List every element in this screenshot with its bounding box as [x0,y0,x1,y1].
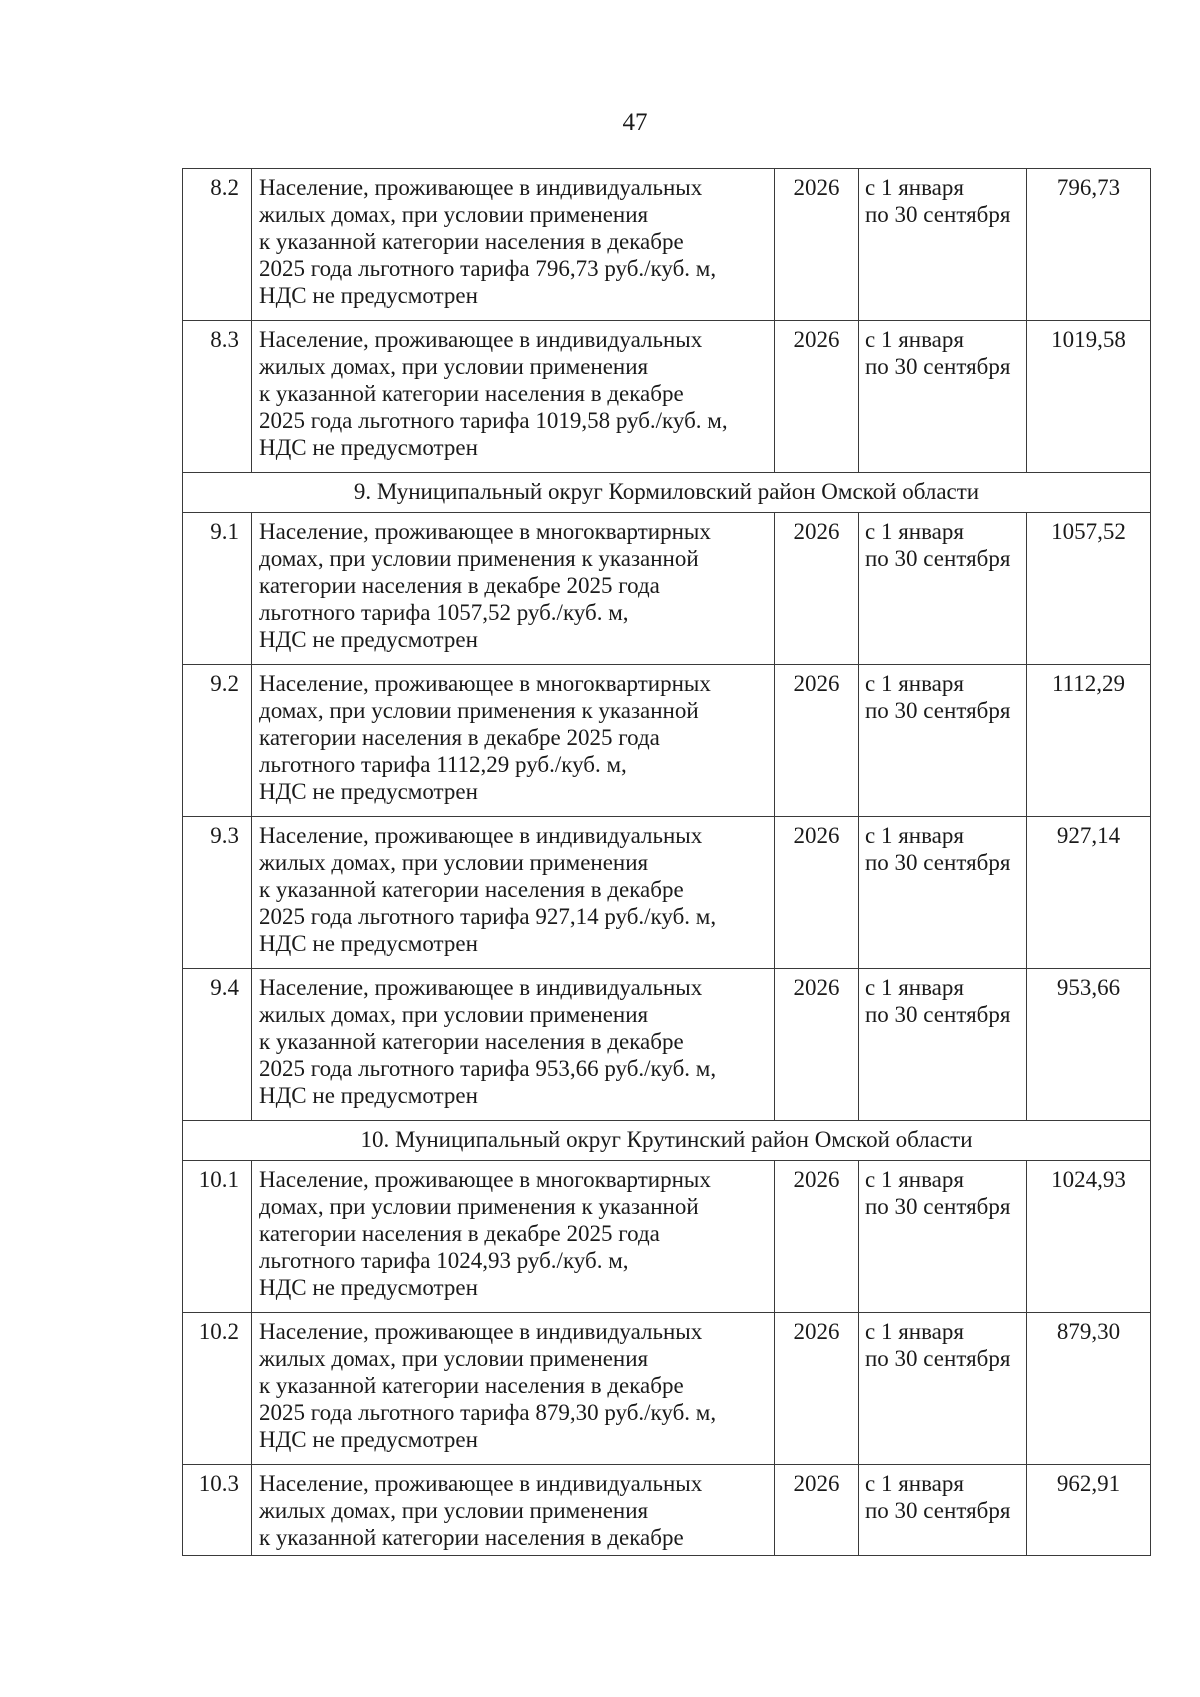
description-line: Население, проживающее в индивидуальных [259,175,703,200]
period-line: по 30 сентября [865,1346,1011,1371]
description-line: Население, проживающее в индивидуальных [259,327,703,352]
description-line: домах, при условии применения к указанной [259,546,699,571]
period-line: с 1 января [865,519,964,544]
row-number: 8.3 [183,321,252,473]
description-line: 2025 года льготного тарифа 1019,58 руб./куб. м, [259,408,728,433]
description-line: категории населения в декабре 2025 года [259,573,660,598]
row-period [859,817,1027,969]
row-year: 2026 [775,321,859,473]
row-period [859,969,1027,1121]
description-line: 2025 года льготного тарифа 953,66 руб./куб. м, [259,1056,717,1081]
description-line: Население, проживающее в индивидуальных [259,1471,703,1496]
period-line: по 30 сентября [865,1194,1011,1219]
row-number: 8.2 [183,169,252,321]
description-line: 2025 года льготного тарифа 796,73 руб./куб. м, [259,256,717,281]
section-title: 10. Муниципальный округ Крутинский район Омской области [183,1121,1151,1161]
period-line: по 30 сентября [865,354,1011,379]
row-tariff-value: 1057,52 [1027,513,1151,665]
section-title: 9. Муниципальный округ Кормиловский район Омской области [183,473,1151,513]
row-description [252,1161,775,1313]
row-description [252,169,775,321]
description-line: Население, проживающее в многоквартирных [259,1167,711,1192]
row-period [859,169,1027,321]
row-period [859,321,1027,473]
description-line: НДС не предусмотрен [259,1427,478,1452]
period-line: с 1 января [865,1319,964,1344]
row-number: 10.1 [183,1161,252,1313]
row-year: 2026 [775,1465,859,1556]
row-period [859,665,1027,817]
row-year: 2026 [775,665,859,817]
row-number: 9.3 [183,817,252,969]
table-row [183,665,1151,817]
table-row [183,1465,1151,1556]
description-line: категории населения в декабре 2025 года [259,1221,660,1246]
description-line: к указанной категории населения в декабре [259,1029,684,1054]
period-line: по 30 сентября [865,546,1011,571]
row-description [252,969,775,1121]
table-row [183,817,1151,969]
description-line: Население, проживающее в многоквартирных [259,519,711,544]
description-line: льготного тарифа 1024,93 руб./куб. м, [259,1248,629,1273]
description-line: жилых домах, при условии применения [259,1498,649,1523]
row-year: 2026 [775,169,859,321]
description-line: к указанной категории населения в декабре [259,229,684,254]
row-description [252,1465,775,1556]
row-year: 2026 [775,1161,859,1313]
period-line: по 30 сентября [865,202,1011,227]
description-line: Население, проживающее в индивидуальных [259,975,703,1000]
description-line: к указанной категории населения в декабре [259,381,684,406]
description-line: 2025 года льготного тарифа 879,30 руб./куб. м, [259,1400,717,1425]
row-tariff-value: 1019,58 [1027,321,1151,473]
row-number: 9.4 [183,969,252,1121]
description-line: Население, проживающее в многоквартирных [259,671,711,696]
description-line: НДС не предусмотрен [259,283,478,308]
period-line: по 30 сентября [865,1002,1011,1027]
row-tariff-value: 879,30 [1027,1313,1151,1465]
description-line: жилых домах, при условии применения [259,850,649,875]
tariff-table [182,168,1151,1556]
row-description [252,321,775,473]
table-row [183,1161,1151,1313]
description-line: жилых домах, при условии применения [259,202,649,227]
row-period [859,1161,1027,1313]
section-header-row [183,1121,1151,1161]
row-period [859,1465,1027,1556]
row-tariff-value: 796,73 [1027,169,1151,321]
period-line: с 1 января [865,1471,964,1496]
row-number: 9.1 [183,513,252,665]
description-line: НДС не предусмотрен [259,627,478,652]
period-line: по 30 сентября [865,850,1011,875]
row-description [252,665,775,817]
row-period [859,1313,1027,1465]
period-line: с 1 января [865,823,964,848]
period-line: с 1 января [865,327,964,352]
table-row [183,321,1151,473]
table-row [183,513,1151,665]
section-header-row [183,473,1151,513]
description-line: НДС не предусмотрен [259,1275,478,1300]
row-year: 2026 [775,969,859,1121]
row-tariff-value: 953,66 [1027,969,1151,1121]
description-line: жилых домах, при условии применения [259,1002,649,1027]
period-line: с 1 января [865,671,964,696]
period-line: с 1 января [865,175,964,200]
row-tariff-value: 927,14 [1027,817,1151,969]
tariff-table-body [183,169,1151,1556]
row-year: 2026 [775,513,859,665]
description-line: НДС не предусмотрен [259,931,478,956]
row-tariff-value: 1112,29 [1027,665,1151,817]
table-row [183,969,1151,1121]
description-line: жилых домах, при условии применения [259,1346,649,1371]
page-number: 47 [622,109,648,136]
description-line: НДС не предусмотрен [259,779,478,804]
row-description [252,817,775,969]
description-line: Население, проживающее в индивидуальных [259,823,703,848]
period-line: по 30 сентября [865,698,1011,723]
row-description [252,513,775,665]
table-row [183,169,1151,321]
row-period [859,513,1027,665]
row-number: 9.2 [183,665,252,817]
table-row [183,1313,1151,1465]
row-tariff-value: 1024,93 [1027,1161,1151,1313]
period-line: с 1 января [865,975,964,1000]
description-line: к указанной категории населения в декабре [259,877,684,902]
description-line: 2025 года льготного тарифа 927,14 руб./куб. м, [259,904,717,929]
description-line: Население, проживающее в индивидуальных [259,1319,703,1344]
description-line: домах, при условии применения к указанной [259,698,699,723]
row-year: 2026 [775,817,859,969]
description-line: категории населения в декабре 2025 года [259,725,660,750]
description-line: льготного тарифа 1057,52 руб./куб. м, [259,600,629,625]
description-line: к указанной категории населения в декабре [259,1373,684,1398]
description-line: к указанной категории населения в декабре [259,1525,684,1550]
row-number: 10.3 [183,1465,252,1556]
row-description [252,1313,775,1465]
description-line: льготного тарифа 1112,29 руб./куб. м, [259,752,627,777]
period-line: по 30 сентября [865,1498,1011,1523]
description-line: НДС не предусмотрен [259,435,478,460]
row-number: 10.2 [183,1313,252,1465]
description-line: жилых домах, при условии применения [259,354,649,379]
row-tariff-value: 962,91 [1027,1465,1151,1556]
row-year: 2026 [775,1313,859,1465]
period-line: с 1 января [865,1167,964,1192]
description-line: домах, при условии применения к указанной [259,1194,699,1219]
description-line: НДС не предусмотрен [259,1083,478,1108]
